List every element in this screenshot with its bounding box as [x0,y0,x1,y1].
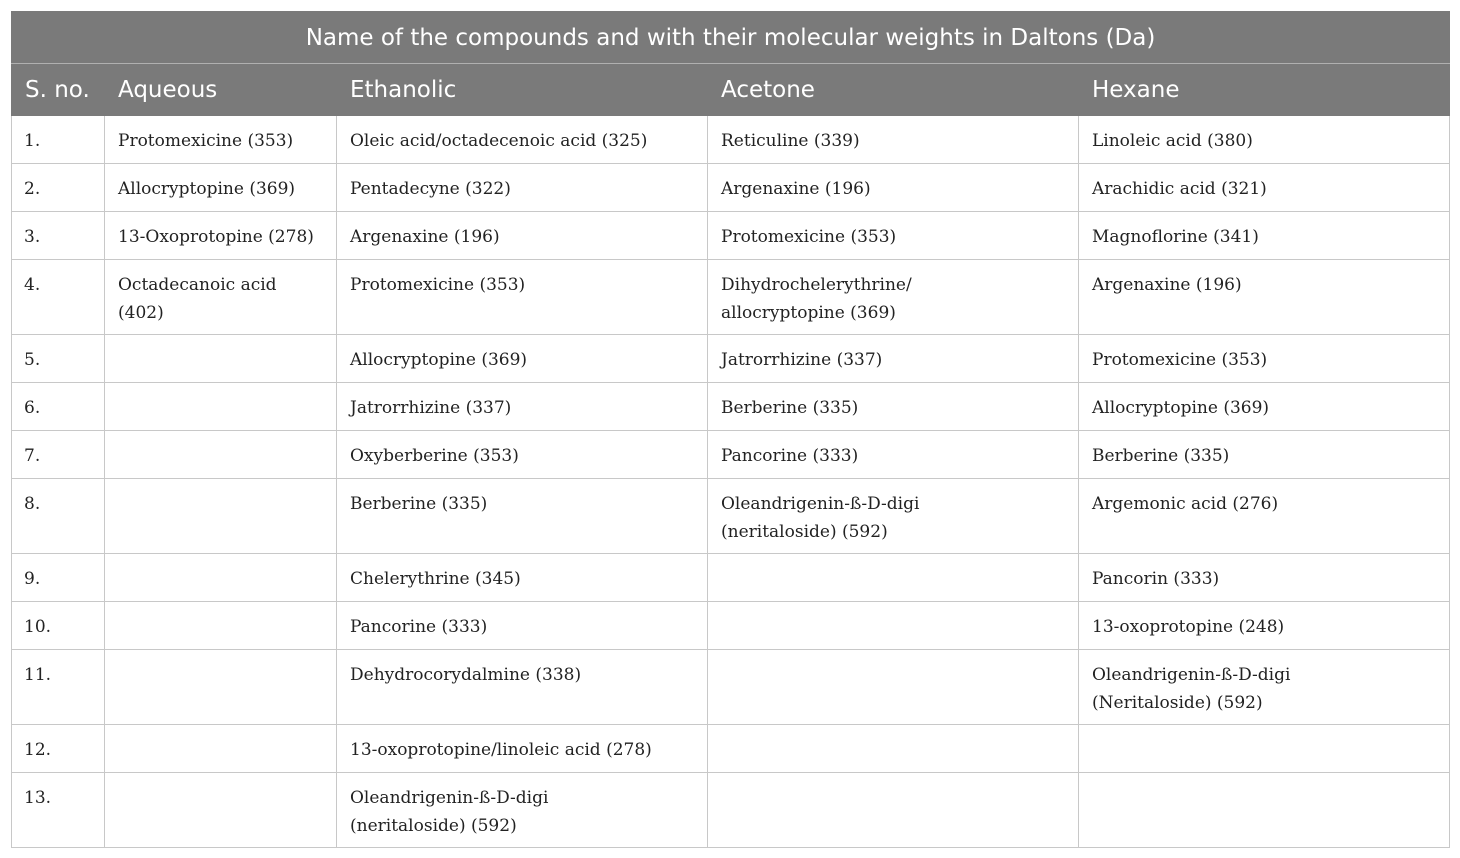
cell-aqueous [105,650,337,725]
cell-text: Octadecanoic acid (402) [118,275,277,323]
cell-text: Dihydrochelerythrine/ [721,275,912,295]
cell-hexane [1079,383,1450,431]
cell-acetone [708,116,1079,164]
cell-text: Oleic acid/octadecenoic acid (325) [350,131,648,151]
cell-ethanolic [337,431,708,479]
cell-acetone [708,164,1079,212]
cell-sno [12,335,105,383]
cell-text: Reticuline (339) [721,131,860,151]
cell-text: Allocryptopine (369) [1092,398,1270,418]
cell-ethanolic [337,602,708,650]
table-row [12,212,1450,260]
cell-aqueous [105,725,337,773]
cell-text: Allocryptopine (369) [350,350,528,370]
cell-hexane [1079,116,1450,164]
header-hexane: Hexane [1079,64,1450,116]
cell-text: Pentadecyne (322) [350,179,511,199]
cell-hexane [1079,554,1450,602]
cell-acetone [708,650,1079,725]
cell-text: 12. [24,740,52,760]
cell-text: Linoleic acid (380) [1092,131,1253,151]
cell-ethanolic [337,260,708,335]
cell-acetone [708,260,1079,335]
cell-sno [12,602,105,650]
cell-aqueous [105,212,337,260]
cell-text: allocryptopine (369) [721,302,896,323]
cell-aqueous [105,164,337,212]
cell-acetone [708,431,1079,479]
table-row [12,335,1450,383]
cell-ethanolic [337,164,708,212]
cell-text: 10. [24,617,52,637]
header-aqueous: Aqueous [105,64,337,116]
table-row [12,479,1450,554]
header-ethanolic: Ethanolic [337,64,708,116]
cell-text: 7. [24,446,41,466]
cell-hexane [1079,602,1450,650]
cell-aqueous [105,260,337,335]
table-row [12,164,1450,212]
cell-ethanolic [337,212,708,260]
table-row [12,431,1450,479]
cell-text: Protomexicine (353) [350,275,526,295]
table-row [12,116,1450,164]
cell-text: Allocryptopine (369) [118,179,296,199]
cell-text: Argenaxine (196) [350,227,500,247]
cell-aqueous [105,554,337,602]
table-row [12,725,1450,773]
cell-text: Jatrorrhizine (337) [721,350,883,370]
cell-ethanolic [337,116,708,164]
cell-text: 6. [24,398,41,418]
cell-aqueous [105,773,337,848]
cell-sno [12,383,105,431]
cell-text: Protomexicine (353) [721,227,897,247]
cell-text: Oleandrigenin-ß-D-digi [721,494,920,514]
cell-text: 2. [24,179,41,199]
cell-acetone [708,479,1079,554]
cell-acetone [708,725,1079,773]
cell-text: Arachidic acid (321) [1092,179,1267,199]
cell-sno [12,725,105,773]
cell-ethanolic [337,335,708,383]
cell-sno [12,773,105,848]
cell-text: Protomexicine (353) [118,131,294,151]
cell-ethanolic [337,725,708,773]
cell-sno [12,260,105,335]
compound-table-container [11,11,1449,848]
table-row [12,602,1450,650]
cell-sno [12,431,105,479]
cell-ethanolic [337,479,708,554]
table-row [12,554,1450,602]
cell-aqueous [105,479,337,554]
cell-aqueous [105,116,337,164]
cell-hexane [1079,335,1450,383]
cell-acetone [708,335,1079,383]
header-sno: S. no. [12,64,105,116]
title-row [12,12,1450,64]
cell-hexane [1079,725,1450,773]
table-row [12,383,1450,431]
cell-hexane [1079,773,1450,848]
cell-text: 13-Oxoprotopine (278) [118,227,314,247]
cell-aqueous [105,383,337,431]
cell-text: 4. [24,275,41,295]
cell-text: 13-oxoprotopine/linoleic acid (278) [350,740,652,760]
table-body [12,116,1450,848]
cell-text: Magnoflorine (341) [1092,227,1259,247]
cell-text: Oxyberberine (353) [350,446,519,466]
table-row [12,260,1450,335]
cell-acetone [708,383,1079,431]
compound-table [11,11,1450,848]
cell-hexane [1079,164,1450,212]
cell-sno [12,650,105,725]
cell-acetone [708,554,1079,602]
cell-acetone [708,212,1079,260]
table-title: Name of the compounds and with their molecular weights in Daltons (Da) [12,12,1450,64]
cell-text: Protomexicine (353) [1092,350,1268,370]
cell-text: (neritaloside) (592) [721,521,888,542]
cell-text: Berberine (335) [721,398,859,418]
cell-sno [12,212,105,260]
cell-text: Pancorine (333) [721,446,859,466]
cell-text: Pancorin (333) [1092,569,1220,589]
cell-hexane [1079,650,1450,725]
cell-aqueous [105,431,337,479]
cell-text: 5. [24,350,41,370]
cell-text: 13-oxoprotopine (248) [1092,617,1285,637]
cell-hexane [1079,260,1450,335]
cell-text: Pancorine (333) [350,617,488,637]
cell-ethanolic [337,554,708,602]
cell-acetone [708,602,1079,650]
cell-text: Berberine (335) [1092,446,1230,466]
cell-text: Jatrorrhizine (337) [350,398,512,418]
cell-sno [12,116,105,164]
cell-aqueous [105,602,337,650]
cell-hexane [1079,212,1450,260]
cell-text: 9. [24,569,41,589]
cell-text: (Neritaloside) (592) [1092,692,1263,713]
cell-sno [12,479,105,554]
cell-ethanolic [337,773,708,848]
cell-ethanolic [337,650,708,725]
cell-text: 3. [24,227,41,247]
table-row [12,773,1450,848]
cell-hexane [1079,431,1450,479]
cell-text: 8. [24,494,41,514]
cell-text: Argemonic acid (276) [1092,494,1279,514]
cell-sno [12,554,105,602]
cell-text: Oleandrigenin-ß-D-digi [1092,665,1291,685]
cell-text: 11. [24,665,52,685]
cell-text: Argenaxine (196) [721,179,871,199]
cell-ethanolic [337,383,708,431]
cell-text: (neritaloside) (592) [350,815,517,836]
cell-text: Argenaxine (196) [1092,275,1242,295]
cell-sno [12,164,105,212]
cell-text: Dehydrocorydalmine (338) [350,665,582,685]
cell-aqueous [105,335,337,383]
header-acetone: Acetone [708,64,1079,116]
cell-text: Oleandrigenin-ß-D-digi [350,788,549,808]
cell-acetone [708,773,1079,848]
header-row [12,64,1450,116]
cell-text: Chelerythrine (345) [350,569,521,589]
cell-text: 1. [24,131,41,151]
cell-hexane [1079,479,1450,554]
cell-text: 13. [24,788,52,808]
table-row [12,650,1450,725]
cell-text: Berberine (335) [350,494,488,514]
